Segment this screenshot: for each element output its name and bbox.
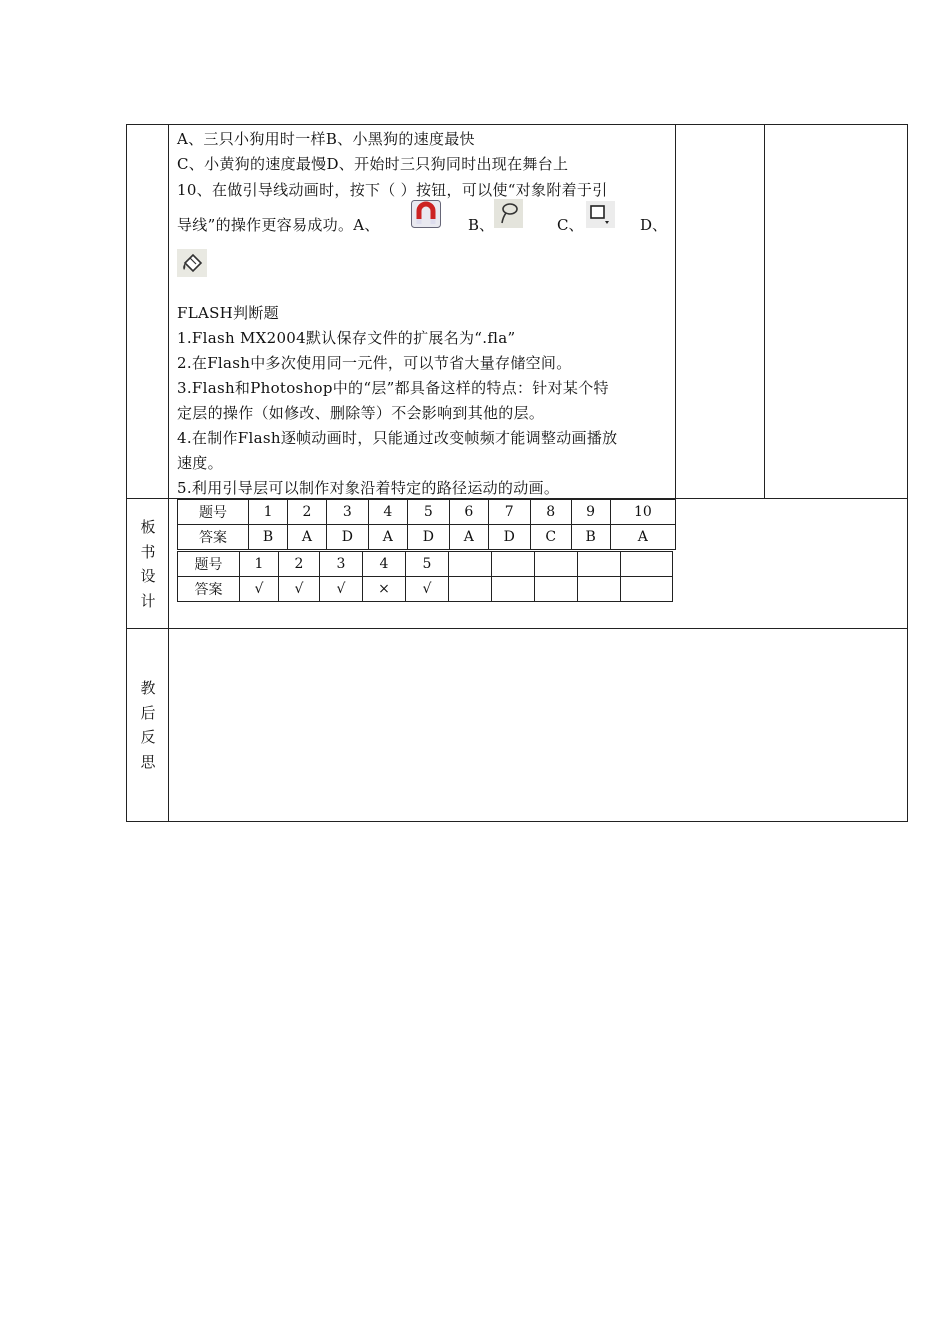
row-divider-2 (126, 628, 908, 629)
number-cell: 1 (240, 552, 279, 577)
answer-cell (535, 577, 578, 602)
label-char: 反 (140, 728, 156, 746)
number-cell: 6 (450, 500, 489, 525)
answer-cell: D (326, 525, 368, 550)
judge-heading: FLASH判断题 (177, 304, 279, 322)
number-cell (492, 552, 535, 577)
number-cell: 5 (406, 552, 449, 577)
content-column-divider-2 (764, 124, 765, 498)
judge-question-1: 1.Flash MX2004默认保存文件的扩展名为“.fla” (177, 329, 516, 347)
number-cell: 5 (407, 500, 449, 525)
number-cell: 1 (249, 500, 288, 525)
number-cell: 7 (488, 500, 530, 525)
number-cell (449, 552, 492, 577)
answer-cell: √ (240, 577, 279, 602)
table-right-border (907, 124, 908, 822)
header-label-cell: 题号 (178, 500, 249, 525)
number-cell: 4 (363, 552, 406, 577)
option-d-label: D、 (640, 216, 668, 234)
answer-cell: B (571, 525, 610, 550)
answer-cell (578, 577, 621, 602)
answer-cell: D (488, 525, 530, 550)
table-top-border (126, 124, 908, 125)
answer-cell: D (407, 525, 449, 550)
judge-question-4-line2: 速度。 (177, 454, 223, 472)
judge-question-3-line1: 3.Flash和Photoshop中的“层”都具备这样的特点：针对某个特 (177, 379, 609, 397)
number-cell: 4 (369, 500, 408, 525)
reflection-label (128, 676, 168, 774)
question-10-stem: 10、在做引导线动画时，按下（ ）按钮，可以使“对象附着于引 (177, 181, 608, 199)
question-9-options-ab: A、三只小狗用时一样B、小黑狗的速度最快 (177, 130, 475, 148)
table-row (178, 552, 673, 577)
judge-question-4-line1: 4.在制作Flash逐帧动画时，只能通过改变帧频才能调整动画播放 (177, 429, 618, 447)
table-bottom-border (126, 821, 908, 822)
judge-question-3-line2: 定层的操作（如修改、删除等）不会影响到其他的层。 (177, 404, 545, 422)
judge-question-2: 2.在Flash中多次使用同一元件，可以节省大量存储空间。 (177, 354, 572, 372)
table-row (178, 577, 673, 602)
answer-cell: √ (320, 577, 363, 602)
board-design-label (128, 515, 168, 613)
answer-label-cell: 答案 (178, 525, 249, 550)
table-left-border (126, 124, 127, 822)
header-label-cell: 题号 (178, 552, 240, 577)
answer-cell: √ (279, 577, 320, 602)
label-char: 计 (140, 591, 156, 610)
option-b-label: B、 (468, 216, 495, 234)
label-column-divider (168, 124, 169, 822)
lasso-icon (494, 199, 523, 228)
answer-cell (492, 577, 535, 602)
answer-cell (621, 577, 673, 602)
question-10-stem-cont: 导线”的操作更容易成功。A、 (177, 216, 380, 234)
number-cell (578, 552, 621, 577)
number-cell: 8 (530, 500, 571, 525)
answer-cell: A (610, 525, 675, 550)
choice-answer-table (177, 499, 676, 550)
rectangle-tool-icon (586, 201, 615, 228)
answer-cell: A (369, 525, 408, 550)
answer-cell (449, 577, 492, 602)
number-cell (621, 552, 673, 577)
magnet-snap-icon (411, 200, 441, 228)
number-cell: 2 (288, 500, 327, 525)
judge-question-5: 5.利用引导层可以制作对象沿着特定的路径运动的动画。 (177, 479, 560, 497)
label-char: 思 (140, 752, 156, 771)
option-c-label: C、 (557, 216, 584, 234)
answer-cell: × (363, 577, 406, 602)
content-column-divider-1 (675, 124, 676, 498)
number-cell: 2 (279, 552, 320, 577)
label-char: 板 (140, 518, 156, 536)
number-cell: 9 (571, 500, 610, 525)
question-9-options-cd: C、小黄狗的速度最慢D、开始时三只狗同时出现在舞台上 (177, 155, 569, 173)
label-char: 书 (140, 542, 156, 561)
paint-bucket-icon (177, 249, 207, 277)
answer-cell: A (450, 525, 489, 550)
label-char: 后 (140, 703, 156, 722)
number-cell (535, 552, 578, 577)
number-cell: 10 (610, 500, 675, 525)
label-char: 教 (140, 679, 156, 697)
judge-answer-table (177, 551, 673, 602)
table-row (178, 525, 676, 550)
answer-cell: A (288, 525, 327, 550)
answer-cell: B (249, 525, 288, 550)
table-row (178, 500, 676, 525)
answer-cell: √ (406, 577, 449, 602)
number-cell: 3 (326, 500, 368, 525)
answer-cell: C (530, 525, 571, 550)
label-char: 设 (140, 567, 156, 585)
number-cell: 3 (320, 552, 363, 577)
answer-label-cell: 答案 (178, 577, 240, 602)
